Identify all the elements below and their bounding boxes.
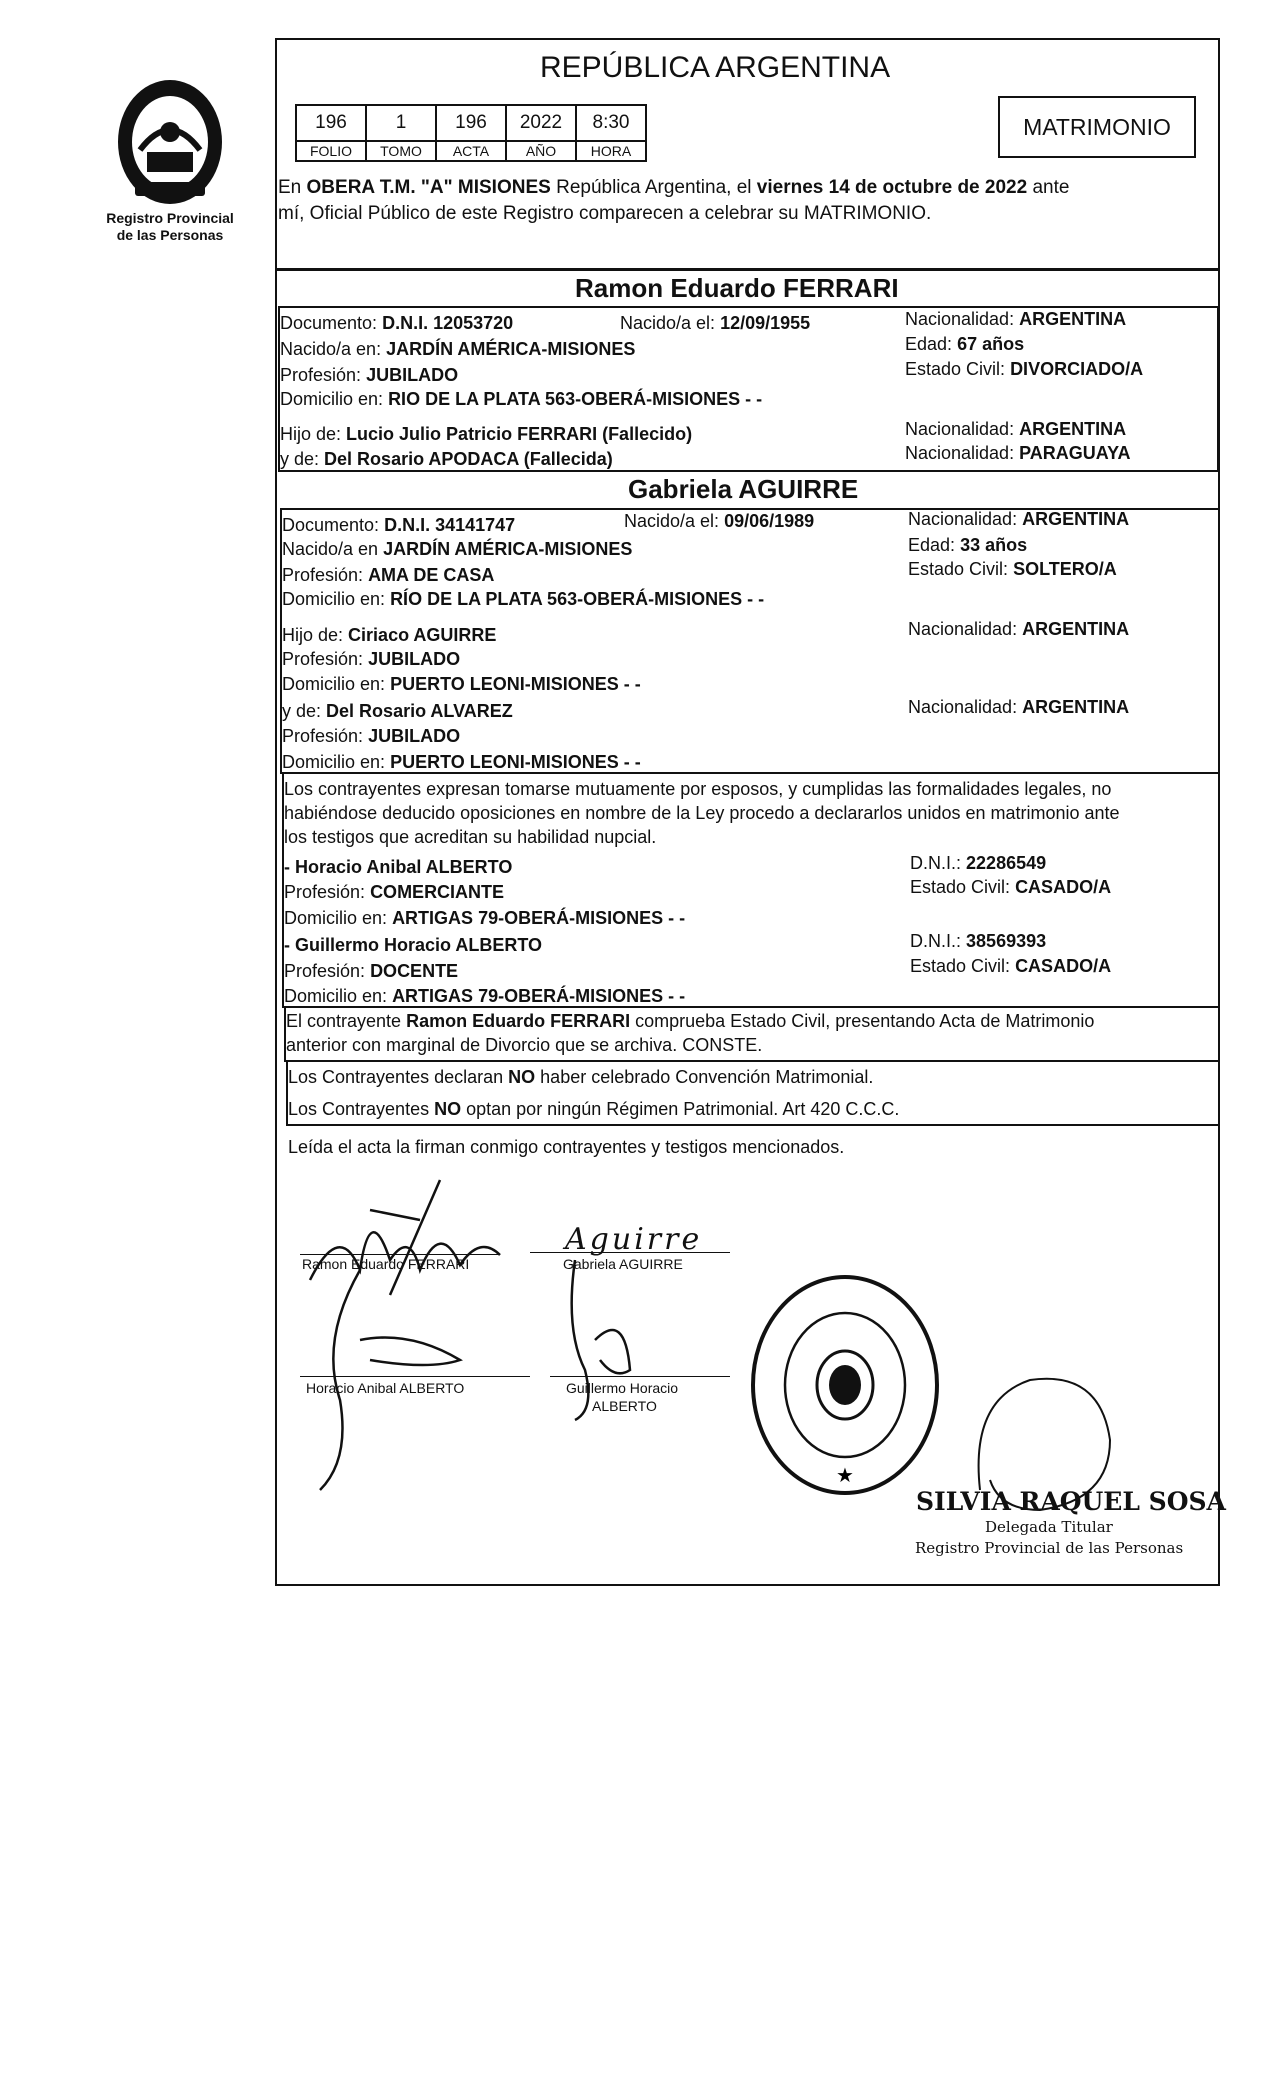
svg-text:★: ★ xyxy=(836,1463,854,1487)
declaration-line-3: los testigos que acreditan su habilidad nupcial. xyxy=(284,827,657,847)
bride-mother-address: Domicilio en: PUERTO LEONI-MISIONES - - xyxy=(282,752,641,772)
divorce-note-line-1: El contrayente Ramon Eduardo FERRARI comprueba Estado Civil, presentando Acta de Matrimonio xyxy=(286,1011,1095,1031)
bride-mother-profession: Profesión: JUBILADO xyxy=(282,726,461,746)
groom-birth-date: Nacido/a el: 12/09/1955 xyxy=(620,313,811,333)
witness-1-signature-name: Horacio Anibal ALBERTO xyxy=(306,1380,465,1396)
groom-mother: y de: Del Rosario APODACA (Fallecida) xyxy=(280,449,613,469)
convention-line-2: Los Contrayentes NO optan por ningún Régimen Patrimonial. Art 420 C.C.C. xyxy=(288,1099,900,1119)
bride-handwritten-signature: Aguirre xyxy=(565,1222,703,1257)
intro-date: viernes 14 de octubre de 2022 xyxy=(756,177,1028,198)
record-labels-row xyxy=(296,141,646,161)
convention-left-line xyxy=(286,1060,288,1124)
closing-text: Leída el acta la firman conmigo contrayentes y testigos mencionados. xyxy=(288,1137,845,1157)
record-tomo-value: 1 xyxy=(366,105,436,141)
witnesses-left-line xyxy=(282,772,284,1006)
witness-2-signature-line xyxy=(550,1376,730,1377)
official-name: SILVIA RAQUEL SOSA xyxy=(916,1487,1226,1516)
witness-1-civil-status: Estado Civil: CASADO/A xyxy=(910,877,1112,897)
witness-2-name: - Guillermo Horacio ALBERTO xyxy=(284,935,543,955)
groom-signature-line xyxy=(300,1254,500,1255)
bride-age: Edad: 33 años xyxy=(908,535,1028,555)
bride-father-nationality: Nacionalidad: ARGENTINA xyxy=(908,619,1130,639)
witness-2-address: Domicilio en: ARTIGAS 79-OBERÁ-MISIONES - - xyxy=(284,986,686,1006)
record-hour-label: HORA xyxy=(576,141,646,161)
bride-father: Hijo de: Ciriaco AGUIRRE xyxy=(282,625,497,645)
groom-father: Hijo de: Lucio Julio Patricio FERRARI (Fallecido) xyxy=(280,424,693,444)
groom-bottom-line xyxy=(278,470,1220,472)
groom-profession: Profesión: JUBILADO xyxy=(280,365,459,385)
registry-org-line2: de las Personas xyxy=(116,227,224,243)
record-year-value: 2022 xyxy=(506,105,576,141)
groom-birthplace: Nacido/a en: JARDÍN AMÉRICA-MISIONES xyxy=(280,339,636,359)
groom-document: Documento: D.N.I. 12053720 xyxy=(280,313,514,333)
groom-mother-nationality: Nacionalidad: PARAGUAYA xyxy=(905,443,1131,463)
groom-left-line xyxy=(278,306,280,470)
groom-age: Edad: 67 años xyxy=(905,334,1025,354)
witnesses-bottom-line xyxy=(282,1006,1220,1008)
bride-left-line xyxy=(280,508,282,772)
divorce-note-left-line xyxy=(284,1006,286,1060)
groom-name: Ramon Eduardo FERRARI xyxy=(575,273,899,303)
groom-address: Domicilio en: RIO DE LA PLATA 563-OBERÁ-MISIONES - - xyxy=(280,389,763,409)
witness-1-address: Domicilio en: ARTIGAS 79-OBERÁ-MISIONES - - xyxy=(284,908,686,928)
witness-2-dni: D.N.I.: 38569393 xyxy=(910,931,1047,951)
convention-line-1: Los Contrayentes declaran NO haber celebrado Convención Matrimonial. xyxy=(288,1067,874,1087)
official-title: Delegada Titular xyxy=(985,1518,1113,1536)
record-year-label: AÑO xyxy=(506,141,576,161)
intro-line-1: En OBERA T.M. "A" MISIONES República Argentina, el viernes 14 de octubre de 2022 ante xyxy=(278,177,1070,198)
witness-2-profession: Profesión: DOCENTE xyxy=(284,961,459,981)
intro-place: OBERA T.M. "A" MISIONES xyxy=(306,177,551,198)
bride-address: Domicilio en: RÍO DE LA PLATA 563-OBERÁ-MISIONES - - xyxy=(282,589,765,609)
record-acta-value: 196 xyxy=(436,105,506,141)
bride-document: Documento: D.N.I. 34141747 xyxy=(282,515,516,535)
groom-signature-name: Ramon Eduardo FERRARI xyxy=(302,1256,470,1272)
bride-mother: y de: Del Rosario ALVAREZ xyxy=(282,701,513,721)
groom-civil-status: Estado Civil: DIVORCIADO/A xyxy=(905,359,1144,379)
divorce-note-line-2: anterior con marginal de Divorcio que se archiva. CONSTE. xyxy=(286,1035,763,1055)
bride-bottom-line xyxy=(280,772,1220,774)
official-seal-icon xyxy=(745,1270,945,1500)
record-tomo-label: TOMO xyxy=(366,141,436,161)
registry-org-line1: Registro Provincial xyxy=(106,210,234,226)
witness-1-signature-line xyxy=(300,1376,530,1377)
bride-mother-nationality: Nacionalidad: ARGENTINA xyxy=(908,697,1130,717)
bride-birth-date: Nacido/a el: 09/06/1989 xyxy=(624,511,815,531)
record-values-row xyxy=(296,105,646,141)
bride-nationality: Nacionalidad: ARGENTINA xyxy=(908,509,1130,529)
witness-2-civil-status: Estado Civil: CASADO/A xyxy=(910,956,1112,976)
bride-civil-status: Estado Civil: SOLTERO/A xyxy=(908,559,1117,579)
witness-1-name: - Horacio Anibal ALBERTO xyxy=(284,857,513,877)
bride-profession: Profesión: AMA DE CASA xyxy=(282,565,495,585)
declaration-line-1: Los contrayentes expresan tomarse mutuamente por esposos, y cumplidas las formalidades legales, no xyxy=(284,779,1112,799)
witness-2-signature-name-1: Guillermo Horacio xyxy=(566,1380,679,1396)
convention-bottom-line xyxy=(286,1124,1220,1126)
groom-father-nationality: Nacionalidad: ARGENTINA xyxy=(905,419,1127,439)
groom-nationality: Nacionalidad: ARGENTINA xyxy=(905,309,1127,329)
declaration-line-2: habiéndose deducido oposiciones en nombre de la Ley procedo a declararlos unidos en matrimonio ante xyxy=(284,803,1120,823)
record-type-label: MATRIMONIO xyxy=(1023,113,1171,140)
official-org: Registro Provincial de las Personas xyxy=(915,1539,1184,1557)
bride-father-profession: Profesión: JUBILADO xyxy=(282,649,461,669)
record-folio-value: 196 xyxy=(296,105,366,141)
registry-logo xyxy=(95,70,245,250)
record-folio-label: FOLIO xyxy=(296,141,366,161)
bride-name: Gabriela AGUIRRE xyxy=(628,474,859,504)
witness-2-signature-name-2: ALBERTO xyxy=(592,1398,657,1414)
divorce-note-bottom-line xyxy=(284,1060,1220,1062)
bride-signature-name: Gabriela AGUIRRE xyxy=(563,1256,683,1272)
intro-line-2: mí, Oficial Público de este Registro comparecen a celebrar su MATRIMONIO. xyxy=(278,203,932,224)
groom-right-line xyxy=(1217,306,1219,470)
record-type-box xyxy=(998,96,1196,158)
record-table xyxy=(295,104,647,162)
bride-birthplace: Nacido/a en JARDÍN AMÉRICA-MISIONES xyxy=(282,539,633,559)
witness-1-dni: D.N.I.: 22286549 xyxy=(910,853,1047,873)
section-divider xyxy=(275,268,1220,271)
record-hour-value: 8:30 xyxy=(576,105,646,141)
witness-1-profession: Profesión: COMERCIANTE xyxy=(284,882,505,902)
document-title: REPÚBLICA ARGENTINA xyxy=(540,51,891,84)
province-seal-icon xyxy=(95,70,245,210)
divorce-note-name: Ramon Eduardo FERRARI xyxy=(406,1011,631,1031)
record-acta-label: ACTA xyxy=(436,141,506,161)
bride-father-address: Domicilio en: PUERTO LEONI-MISIONES - - xyxy=(282,674,641,694)
